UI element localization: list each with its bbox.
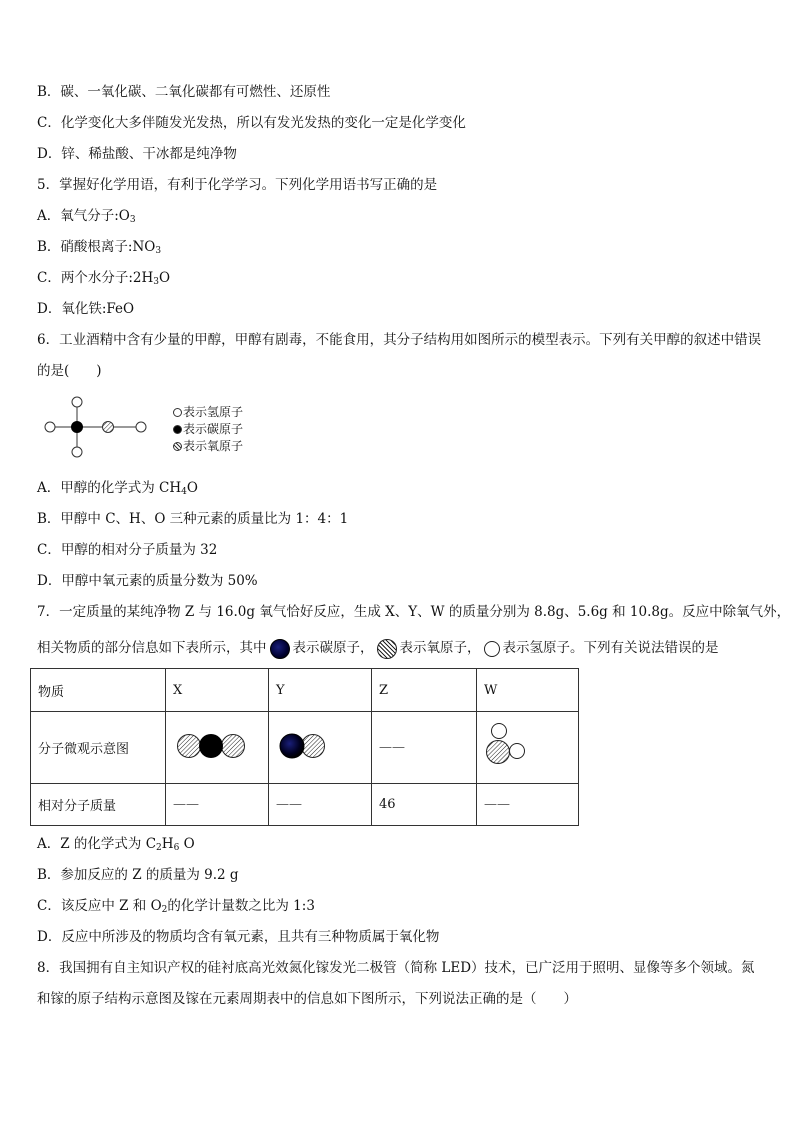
table-row <box>31 784 579 826</box>
q7-option-a: A．Z 的化学式为 $C_2H_6$ O <box>37 836 195 853</box>
header-y: Y <box>269 669 372 712</box>
header-z: Z <box>372 669 477 712</box>
q6-option-c: C．甲醇的相对分子质量为 32 <box>37 542 218 558</box>
carbon-legend-icon <box>173 425 182 434</box>
x-molecule-cell <box>166 712 269 784</box>
q5-option-c: C．两个水分子$:2H_3O$ <box>37 270 171 287</box>
q8-stem: 8．我国拥有自主知识产权的硅衬底高光效氮化镓发光二极管（简称 LED）技术，已广泛用于照明、显像等多个领域。氮和镓的原子结构示意图及镓在元素周期表中的信息如下图所示，下列说法正确的是（ ） <box>37 960 755 1007</box>
y-mass-cell: —— <box>269 784 372 826</box>
co2-molecule-figure <box>173 726 253 766</box>
table-row <box>31 669 579 712</box>
q7-option-d: D．反应中所涉及的物质均含有氧元素，且共有三种物质属于氧化物 <box>37 929 440 945</box>
co-molecule-figure <box>276 726 336 766</box>
hydrogen-legend-icon <box>173 408 182 417</box>
table-row <box>31 712 579 784</box>
w-mass-cell: —— <box>477 784 579 826</box>
header-substance: 物质 <box>31 669 166 712</box>
q7-option-c: C．该反应中 Z 和 $O_2$的化学计量数之比为 1:3 <box>37 898 315 915</box>
z-molecule-cell: —— <box>372 712 477 784</box>
q5-option-b: B．硝酸根离子$:NO_3$ <box>37 239 162 256</box>
w-molecule-cell <box>477 712 579 784</box>
q5-stem: 5．掌握好化学用语，有利于化学学习。下列化学用语书写正确的是 <box>37 177 438 193</box>
q6-stem: 6．工业酒精中含有少量的甲醇，甲醇有剧毒，不能食用，其分子结构用如图所示的模型表示。下列有关甲醇的叙述中错误的是( ) <box>37 332 762 379</box>
hydrogen-atom <box>136 422 146 432</box>
q5-option-d: D．氧化铁:FeO <box>37 301 135 317</box>
q7-option-b: B．参加反应的 Z 的质量为 9.2 g <box>37 867 239 883</box>
hydrogen-atom-icon <box>484 641 500 657</box>
hydrogen-atom <box>45 422 55 432</box>
header-x: X <box>166 669 269 712</box>
q7-stem-line2: 相关物质的部分信息如下表所示，其中 表示碳原子， 表示氧原子， 表示氢原子。下列有关说法错误的是 <box>37 637 719 659</box>
substance-table <box>30 668 579 826</box>
x-mass-cell: —— <box>166 784 269 826</box>
oxygen-atom-icon <box>377 639 397 659</box>
row-label-model: 分子微观示意图 <box>31 712 166 784</box>
q4-option-d: D．锌、稀盐酸、干冰都是纯净物 <box>37 146 237 162</box>
q6-option-a: A．甲醇的化学式为 $CH_4O$ <box>37 480 198 497</box>
q6-option-b: B．甲醇中 C、H、O 三种元素的质量比为 1：4：1 <box>37 511 349 527</box>
q7-stem-line1: 7．一定质量的某纯净物 Z 与 16.0g 氧气恰好反应，生成 X、Y、W 的质量分别为 8.8g、5.6g 和 10.8g。反应中除氧气外， <box>37 604 791 620</box>
atom-legend: 表示氢原子 表示碳原子 表示氧原子 <box>173 404 243 455</box>
q5-option-a: A．氧气分子$:O_3$ <box>37 208 136 225</box>
methanol-model-figure <box>38 393 158 463</box>
carbon-atom-icon <box>270 639 290 659</box>
h2o-molecule-figure <box>484 721 544 771</box>
z-mass-cell: 46 <box>372 784 477 826</box>
hydrogen-atom <box>72 397 82 407</box>
carbon-atom <box>72 422 83 433</box>
q4-option-c: C．化学变化大多伴随发光发热，所以有发光发热的变化一定是化学变化 <box>37 115 466 131</box>
header-w: W <box>477 669 579 712</box>
oxygen-atom <box>103 422 114 433</box>
q4-option-b: B．碳、一氧化碳、二氧化碳都有可燃性、还原性 <box>37 84 331 100</box>
hydrogen-atom <box>72 447 82 457</box>
oxygen-legend-icon <box>173 442 182 451</box>
row-label-mass: 相对分子质量 <box>31 784 166 826</box>
q6-option-d: D．甲醇中氧元素的质量分数为 50% <box>37 573 258 589</box>
y-molecule-cell <box>269 712 372 784</box>
